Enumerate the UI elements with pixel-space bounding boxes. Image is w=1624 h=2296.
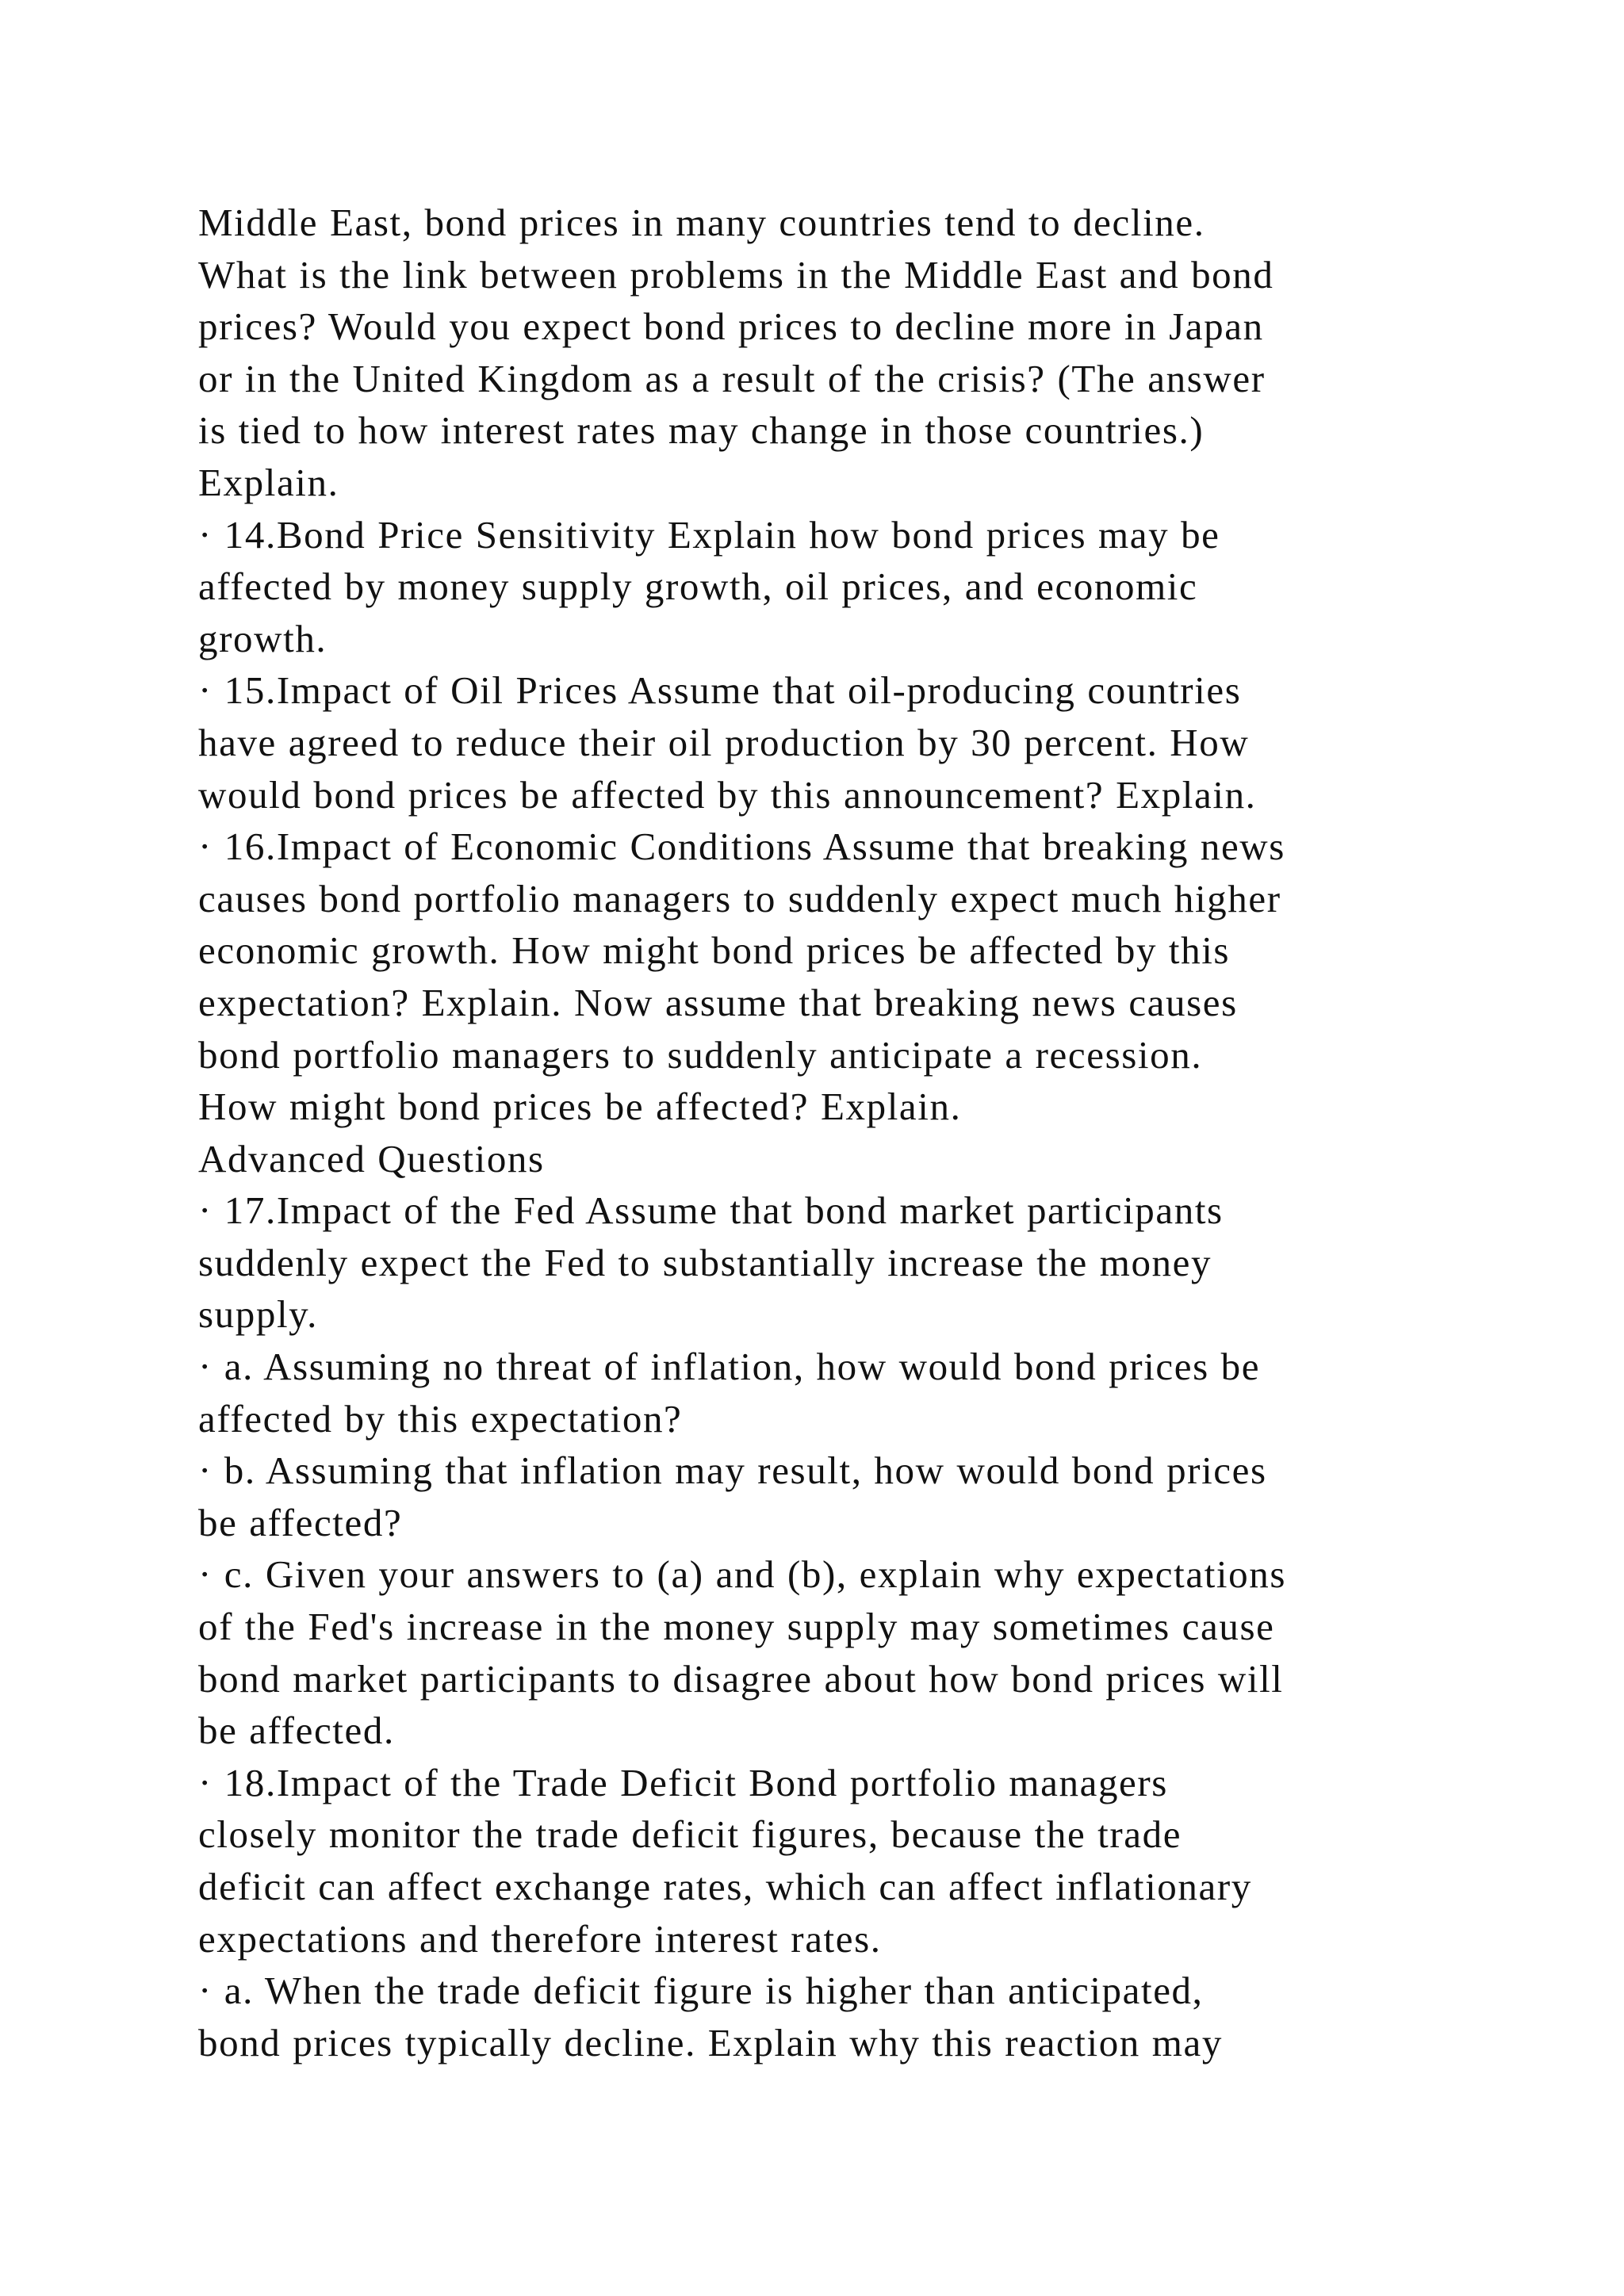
text-line: deficit can affect exchange rates, which can affect inflationary — [198, 1865, 1252, 1908]
text-line: Explain. — [198, 460, 339, 504]
text-line: bond market participants to disagree about how bond prices will — [198, 1656, 1284, 1701]
text-line: be affected? — [198, 1500, 403, 1544]
text-line: be affected. — [198, 1709, 395, 1753]
text-line: growth. — [198, 616, 327, 660]
text-line: bond prices typically decline. Explain why this reaction may — [198, 2020, 1223, 2064]
text-line: closely monitor the trade deficit figures, because the trade — [198, 1812, 1182, 1857]
text-line: What is the link between problems in the Middle East and bond — [198, 252, 1274, 297]
question-17a-line: · a. Assuming no threat of inflation, how would bond prices be — [198, 1345, 1261, 1389]
text-line: have agreed to reduce their oil production by 30 percent. How — [198, 720, 1250, 764]
text-line: expectations and therefore interest rates. — [198, 1916, 882, 1961]
text-line: affected by this expectation? — [198, 1396, 683, 1441]
text-line: or in the United Kingdom as a result of the crisis? (The answer — [198, 356, 1266, 400]
text-line: expectation? Explain. Now assume that breaking news causes — [198, 980, 1238, 1024]
text-line: affected by money supply growth, oil prices, and economic — [198, 564, 1198, 609]
text-line: would bond prices be affected by this announcement? Explain. — [198, 772, 1257, 817]
text-line: economic growth. How might bond prices be affected by this — [198, 928, 1231, 973]
question-18-line: · 18.Impact of the Trade Deficit Bond portfolio managers — [198, 1760, 1168, 1804]
document-page — [198, 197, 1467, 2068]
text-line: suddenly expect the Fed to substantially increase the money — [198, 1240, 1212, 1284]
text-line: Middle East, bond prices in many countries tend to decline. — [198, 201, 1205, 244]
text-line: How might bond prices be affected? Explain. — [198, 1085, 962, 1129]
question-18a-line: · a. When the trade deficit figure is higher than anticipated, — [198, 1969, 1204, 2013]
text-line: causes bond portfolio managers to suddenly expect much higher — [198, 876, 1281, 920]
text-line: bond portfolio managers to suddenly anticipate a recession. — [198, 1032, 1203, 1077]
question-15-line: · 15.Impact of Oil Prices Assume that oil-producing countries — [198, 668, 1242, 713]
text-line: of the Fed's increase in the money supply may sometimes cause — [198, 1605, 1275, 1649]
question-14-line: · 14.Bond Price Sensitivity Explain how bond prices may be — [198, 512, 1220, 557]
text-line: supply. — [198, 1292, 318, 1337]
question-16-line: · 16.Impact of Economic Conditions Assume that breaking news — [198, 825, 1285, 869]
section-heading: Advanced Questions — [198, 1136, 545, 1181]
text-line: prices? Would you expect bond prices to decline more in Japan — [198, 304, 1264, 349]
text-line: is tied to how interest rates may change in those countries.) — [198, 408, 1205, 453]
question-17-line: · 17.Impact of the Fed Assume that bond market participants — [198, 1188, 1224, 1233]
question-17c-line: · c. Given your answers to (a) and (b), explain why expectations — [198, 1552, 1287, 1597]
question-17b-line: · b. Assuming that inflation may result, how would bond prices — [198, 1448, 1267, 1493]
